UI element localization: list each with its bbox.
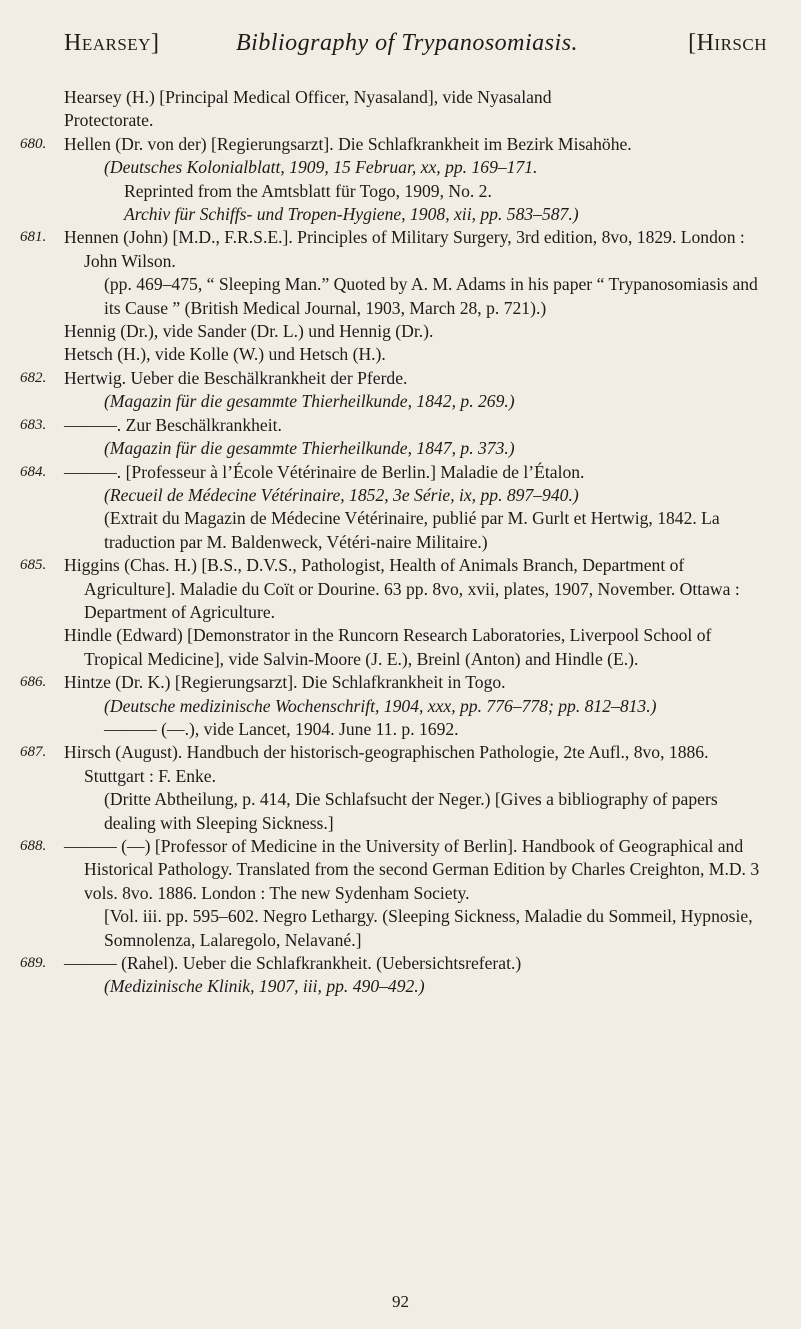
citation: [Vol. iii. pp. 595–602. Negro Lethargy. (Sleeping Sickness, Maladie du Sommeil, Hypnosie, Somnolenza, Lalaregolo, Nelavané.] [104, 906, 753, 950]
citation: (Magazin für die gesammte Thierheilkunde, 1847, p. 373.) [104, 438, 515, 459]
entry-text: Hellen (Dr. von der) [Regierungsarzt]. Die Schlafkrankheit im Bezirk Misahöhe. [64, 133, 632, 154]
entry-number: 689. [20, 955, 47, 972]
entry-text: Hennen (John) [M.D., F.R.S.E.]. Principles of Military Surgery, 3rd edition, 8vo, 1829. London : John Wilson. [64, 227, 745, 271]
entry-text: Higgins (Chas. H.) [B.S., D.V.S., Pathologist, Health of Animals Branch, Department of Agriculture]. Maladie du Coït or Dourine. 63 pp. 8vo, xvii, plates, 1907, November. Ottawa : Department of Agriculture. [64, 555, 740, 622]
entry-685 [0, 554, 767, 624]
entry-note [0, 507, 767, 554]
entry-hearsey [0, 86, 767, 133]
entry-text: Hennig (Dr.), vide Sander (Dr. L.) und Hennig (Dr.). [64, 321, 434, 342]
entry-text: ——— (Rahel). Ueber die Schlafkrankheit. (Uebersichtsreferat.) [64, 953, 522, 974]
entry-text: ———. Zur Beschälkrankheit. [64, 414, 282, 435]
header-left: Hearsey] [64, 30, 160, 56]
bibliography-entries [0, 86, 801, 999]
entry-680 [0, 133, 767, 156]
entry-681 [0, 226, 767, 273]
entry-text: ———. [Professeur à l’École Vétérinaire de Berlin.] Maladie de l’Étalon. [64, 461, 585, 482]
entry-text: Protectorate. [64, 110, 154, 131]
entry-note [0, 203, 767, 226]
entry-number: 680. [20, 135, 47, 152]
entry-text: Hearsey (H.) [Principal Medical Officer, Nyasaland], vide Nyasaland [64, 87, 552, 107]
citation: Archiv für Schiffs- und Tropen-Hygiene, 1908, xii, pp. 583–587.) [124, 204, 579, 225]
entry-text: ——— (—) [Professor of Medicine in the University of Berlin]. Handbook of Geographical and Historical Pathology. Translated from the second German Edition by Charles Creighton, M.D. 3 vols. 8vo. 1886. London : The new Sydenham Society. [64, 836, 760, 903]
header-right: [Hirsch [688, 30, 767, 56]
entry-686 [0, 671, 767, 694]
citation: (Dritte Abtheilung, p. 414, Die Schlafsucht der Neger.) [Gives a bibliography of papers dealing with Sleeping Sickness.] [104, 789, 718, 833]
citation: (Recueil de Médecine Vétérinaire, 1852, 3e Série, ix, pp. 897–940.) [104, 484, 579, 505]
entry-number: 683. [20, 416, 47, 433]
entry-text: Hintze (Dr. K.) [Regierungsarzt]. Die Schlafkrankheit in Togo. [64, 672, 506, 693]
citation: (pp. 469–475, “ Sleeping Man.” Quoted by A. M. Adams in his paper “ Trypanosomiasis and its Cause ” (British Medical Journal, 1903, March 28, p. 721).) [104, 274, 758, 318]
entry-text: Hindle (Edward) [Demonstrator in the Runcorn Research Laboratories, Liverpool School of Tropical Medicine], vide Salvin-Moore (J. E.), Breinl (Anton) and Hindle (E.). [64, 625, 712, 669]
entry-number: 684. [20, 463, 47, 480]
entry-684 [0, 461, 767, 484]
entry-hindle [0, 624, 767, 671]
entry-689 [0, 952, 767, 975]
entry-number: 688. [20, 838, 47, 854]
entry-note [0, 484, 767, 507]
entry-number: 685. [20, 557, 47, 574]
entry-number: 687. [20, 744, 47, 761]
citation: (Deutsche medizinische Wochenschrift, 1904, xxx, pp. 776–778; pp. 812–813.) [104, 695, 657, 716]
running-header [64, 30, 767, 64]
citation: (Magazin für die gesammte Thierheilkunde, 1842, p. 269.) [104, 391, 515, 412]
entry-note [0, 718, 767, 741]
entry-hennig [0, 320, 767, 343]
citation: (Extrait du Magazin de Médecine Vétérinaire, publié par M. Gurlt et Hertwig, 1842. La traduction par M. Baldenweck, Vétéri-naire Militaire.) [104, 508, 720, 552]
entry-note [0, 905, 767, 952]
entry-note [0, 788, 767, 835]
entry-note [0, 273, 767, 320]
citation: Reprinted from the Amtsblatt für Togo, 1909, No. 2. [124, 180, 492, 201]
header-title: Bibliography of Trypanosomiasis. [236, 30, 579, 56]
entry-hetsch [0, 343, 767, 366]
entry-text: Hertwig. Ueber die Beschälkrankheit der Pferde. [64, 367, 408, 388]
entry-683 [0, 414, 767, 437]
entry-number: 686. [20, 674, 47, 691]
entry-number: 682. [20, 369, 47, 386]
entry-note [0, 437, 767, 460]
entry-687 [0, 741, 767, 788]
entry-text: Hirsch (August). Handbuch der historisch-geographischen Pathologie, 2te Aufl., 8vo, 1886. Stuttgart : F. Enke. [64, 742, 709, 786]
entry-note [0, 695, 767, 718]
entry-number: 681. [20, 229, 47, 246]
page-number: 92 [392, 1292, 409, 1311]
entry-note [0, 975, 767, 998]
citation: ——— (—.), vide Lancet, 1904. June 11. p. 1692. [104, 718, 459, 739]
entry-688 [0, 835, 767, 905]
entry-text: Hetsch (H.), vide Kolle (W.) und Hetsch (H.). [64, 344, 386, 365]
citation: (Deutsches Kolonialblatt, 1909, 15 Februar, xx, pp. 169–171. [104, 157, 538, 178]
entry-note [0, 390, 767, 413]
entry-note [0, 156, 767, 179]
entry-682 [0, 367, 767, 390]
entry-note [0, 180, 767, 203]
citation: (Medizinische Klinik, 1907, iii, pp. 490–492.) [104, 976, 425, 997]
